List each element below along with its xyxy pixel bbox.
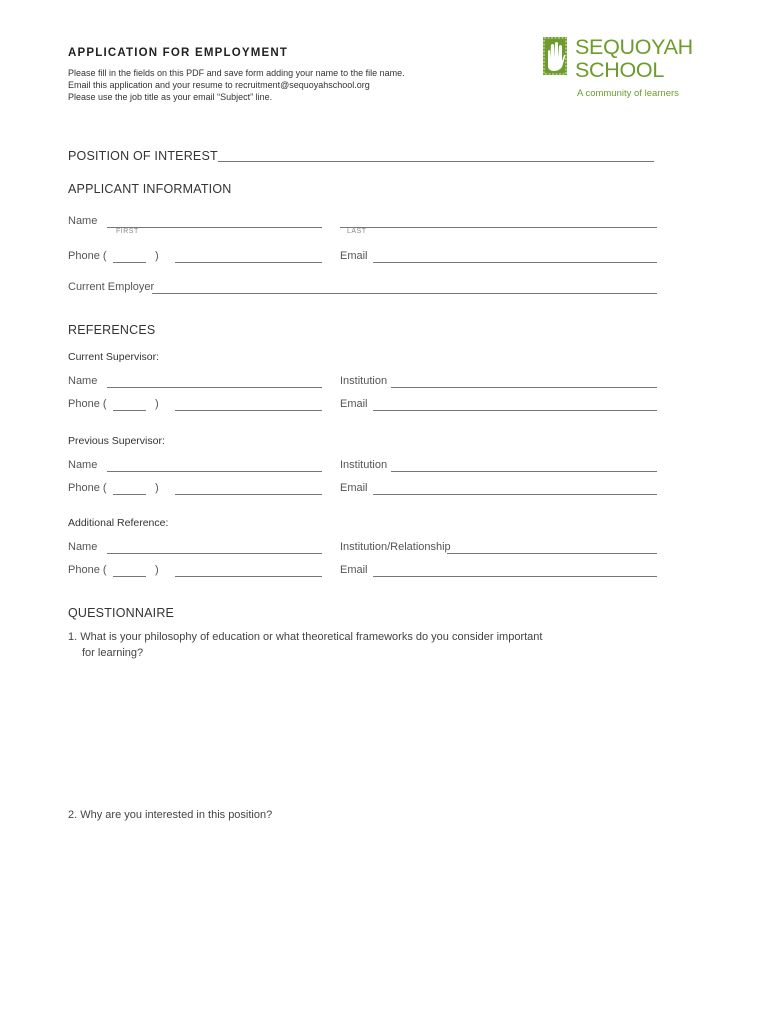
instruction-line-3: Please use the job title as your email “Subject” line. — [68, 92, 273, 102]
form-title: APPLICATION FOR EMPLOYMENT — [68, 47, 289, 59]
answer-1-area[interactable] — [68, 664, 658, 794]
additional-reference-email-label: Email — [340, 564, 368, 576]
additional-reference-phone-paren: ) — [155, 564, 159, 576]
previous-supervisor-institution-label: Institution — [340, 459, 388, 471]
previous-supervisor-name-label: Name — [68, 459, 98, 471]
additional-reference-name-label: Name — [68, 541, 98, 553]
applicant-phone-input[interactable] — [175, 262, 322, 263]
previous-supervisor-heading: Previous Supervisor: — [68, 435, 165, 447]
previous-supervisor-phone-input[interactable] — [175, 494, 322, 495]
applicant-email-input[interactable] — [373, 262, 657, 263]
previous-supervisor-name-input[interactable] — [107, 471, 322, 472]
additional-reference-phone-label: Phone ( — [68, 564, 107, 576]
instruction-line-2: Email this application and your resume to recruitment@sequoyahschool.org — [68, 80, 370, 90]
question-1-line-1: 1. What is your philosophy of education or what theoretical frameworks do you consider important — [68, 631, 543, 643]
instruction-line-1: Please fill in the fields on this PDF and save form adding your name to the file name. — [68, 68, 405, 78]
additional-reference-institution-label: Institution/Relationship — [340, 541, 451, 553]
hand-logo-icon — [543, 37, 567, 75]
previous-supervisor-email-input[interactable] — [373, 494, 657, 495]
logo-text-line-2: SCHOOL — [575, 58, 664, 82]
logo-text-line-1: SEQUOYAH — [575, 35, 693, 59]
question-2: 2. Why are you interested in this position? — [68, 809, 273, 821]
current-supervisor-email-label: Email — [340, 398, 368, 410]
previous-supervisor-phone-label: Phone ( — [68, 482, 107, 494]
question-1-line-2: for learning? — [82, 647, 144, 659]
previous-supervisor-phone-paren: ) — [155, 482, 159, 494]
questionnaire-heading: QUESTIONNAIRE — [68, 606, 175, 620]
applicant-phone-paren: ) — [155, 250, 159, 262]
applicant-heading: APPLICANT INFORMATION — [68, 182, 232, 196]
current-supervisor-email-input[interactable] — [373, 410, 657, 411]
current-supervisor-institution-label: Institution — [340, 375, 388, 387]
references-heading: REFERENCES — [68, 323, 156, 337]
additional-reference-heading: Additional Reference: — [68, 517, 169, 529]
position-input[interactable] — [218, 161, 654, 162]
first-name-input[interactable] — [107, 227, 322, 228]
last-name-hint: LAST — [347, 228, 367, 235]
current-supervisor-phone-label: Phone ( — [68, 398, 107, 410]
current-supervisor-area-code-input[interactable] — [113, 410, 146, 411]
previous-supervisor-email-label: Email — [340, 482, 368, 494]
current-supervisor-institution-input[interactable] — [391, 387, 657, 388]
position-label: POSITION OF INTEREST — [68, 149, 218, 163]
current-supervisor-phone-input[interactable] — [175, 410, 322, 411]
additional-reference-area-code-input[interactable] — [113, 576, 146, 577]
current-supervisor-phone-paren: ) — [155, 398, 159, 410]
last-name-input[interactable] — [340, 227, 657, 228]
applicant-area-code-input[interactable] — [113, 262, 146, 263]
first-name-hint: FIRST — [116, 228, 139, 235]
current-supervisor-name-input[interactable] — [107, 387, 322, 388]
previous-supervisor-area-code-input[interactable] — [113, 494, 146, 495]
applicant-email-label: Email — [340, 250, 368, 262]
additional-reference-name-input[interactable] — [107, 553, 322, 554]
current-supervisor-name-label: Name — [68, 375, 98, 387]
current-employer-label: Current Employer — [68, 281, 155, 293]
answer-2-area[interactable] — [68, 826, 658, 1006]
additional-reference-institution-input[interactable] — [447, 553, 657, 554]
applicant-phone-label: Phone ( — [68, 250, 107, 262]
current-supervisor-heading: Current Supervisor: — [68, 351, 160, 363]
additional-reference-phone-input[interactable] — [175, 576, 322, 577]
applicant-name-label: Name — [68, 215, 98, 227]
previous-supervisor-institution-input[interactable] — [391, 471, 657, 472]
additional-reference-email-input[interactable] — [373, 576, 657, 577]
current-employer-input[interactable] — [152, 293, 657, 294]
logo-tagline: A community of learners — [577, 88, 679, 99]
